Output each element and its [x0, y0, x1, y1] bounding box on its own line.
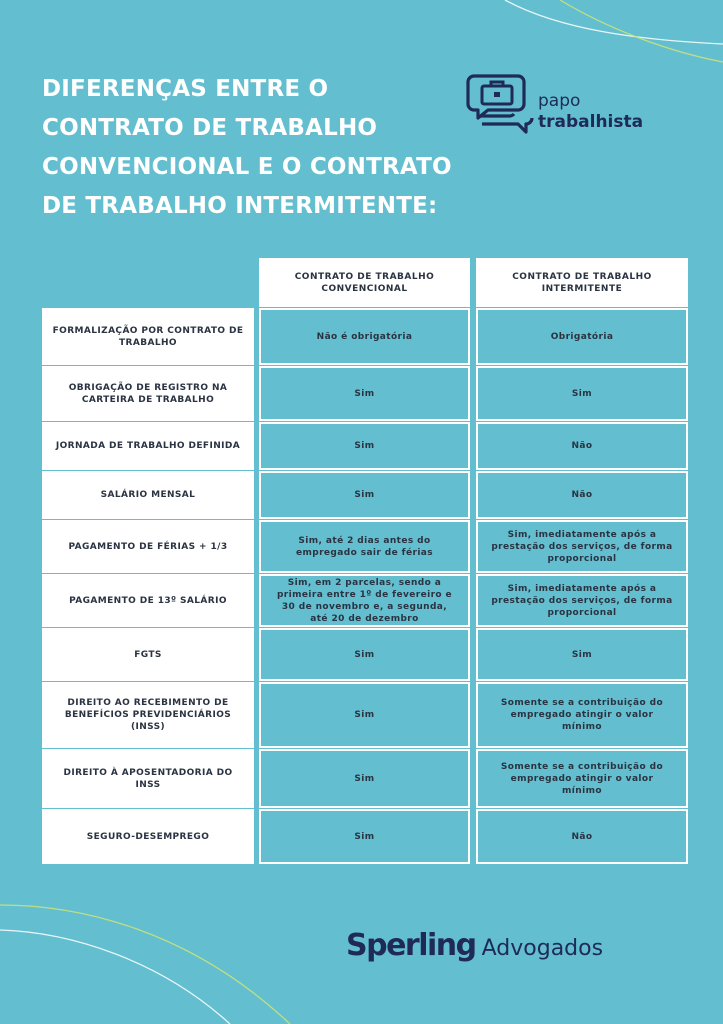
cell-convencional: Sim [259, 366, 470, 421]
cell-intermitente: Somente se a contribuição do empregado atingir o valor mínimo [476, 682, 688, 748]
logo-text-trabalhista: trabalhista [538, 112, 644, 132]
row-label: SALÁRIO MENSAL [42, 471, 254, 519]
table-row [42, 809, 690, 864]
row-label: PAGAMENTO DE 13º SALÁRIO [42, 574, 254, 627]
cell-convencional: Sim [259, 628, 470, 681]
brand-suffix: Advogados [481, 936, 604, 961]
table-row [42, 520, 690, 573]
cell-convencional: Sim, até 2 dias antes do empregado sair de férias [259, 520, 470, 573]
briefcase-chat-icon [462, 68, 534, 140]
table-row [42, 628, 690, 681]
cell-intermitente: Somente se a contribuição do empregado atingir o valor mínimo [476, 749, 688, 808]
row-label: PAGAMENTO DE FÉRIAS + 1/3 [42, 520, 254, 573]
brand-name: Sperling [346, 928, 476, 963]
table-row [42, 422, 690, 470]
cell-intermitente: Sim, imediatamente após a prestação dos serviços, de forma proporcional [476, 520, 688, 573]
title-line: CONTRATO DE TRABALHO [42, 115, 378, 141]
table-row [42, 366, 690, 421]
cell-convencional: Sim [259, 809, 470, 864]
row-label: JORNADA DE TRABALHO DEFINIDA [42, 422, 254, 470]
cell-intermitente: Não [476, 422, 688, 470]
table-row [42, 682, 690, 748]
row-label: OBRIGAÇÃO DE REGISTRO NA CARTEIRA DE TRABALHO [42, 366, 254, 421]
papo-trabalhista-logo [462, 68, 662, 144]
row-label: FORMALIZAÇÃO POR CONTRATO DE TRABALHO [42, 308, 254, 365]
row-label: SEGURO-DESEMPREGO [42, 809, 254, 864]
cell-convencional: Sim [259, 682, 470, 748]
cell-convencional: Não é obrigatória [259, 308, 470, 365]
table-row [42, 308, 690, 365]
title-line: CONVENCIONAL E O CONTRATO [42, 154, 452, 180]
cell-intermitente: Não [476, 809, 688, 864]
logo-text-papo: papo [538, 91, 581, 111]
table-row [42, 574, 690, 627]
page-title [42, 70, 462, 226]
title-line: DE TRABALHO INTERMITENTE: [42, 193, 438, 219]
cell-intermitente: Não [476, 471, 688, 519]
cell-convencional: Sim, em 2 parcelas, sendo a primeira entre 1º de fevereiro e 30 de novembro e, a segunda, até 20 de dezembro [259, 574, 470, 627]
column-header-intermitente: CONTRATO DE TRABALHO INTERMITENTE [476, 258, 688, 307]
title-line: DIFERENÇAS ENTRE O [42, 76, 329, 102]
cell-intermitente: Sim, imediatamente após a prestação dos serviços, de forma proporcional [476, 574, 688, 627]
cell-convencional: Sim [259, 749, 470, 808]
column-header-convencional: CONTRATO DE TRABALHO CONVENCIONAL [259, 258, 470, 307]
cell-intermitente: Obrigatória [476, 308, 688, 365]
sperling-advogados-logo [346, 928, 603, 972]
row-label: FGTS [42, 628, 254, 681]
cell-intermitente: Sim [476, 366, 688, 421]
cell-convencional: Sim [259, 471, 470, 519]
cell-convencional: Sim [259, 422, 470, 470]
table-row [42, 749, 690, 808]
cell-intermitente: Sim [476, 628, 688, 681]
table-row [42, 471, 690, 519]
row-label: DIREITO AO RECEBIMENTO DE BENEFÍCIOS PREVIDENCIÁRIOS (INSS) [42, 682, 254, 748]
row-label: DIREITO À APOSENTADORIA DO INSS [42, 749, 254, 808]
